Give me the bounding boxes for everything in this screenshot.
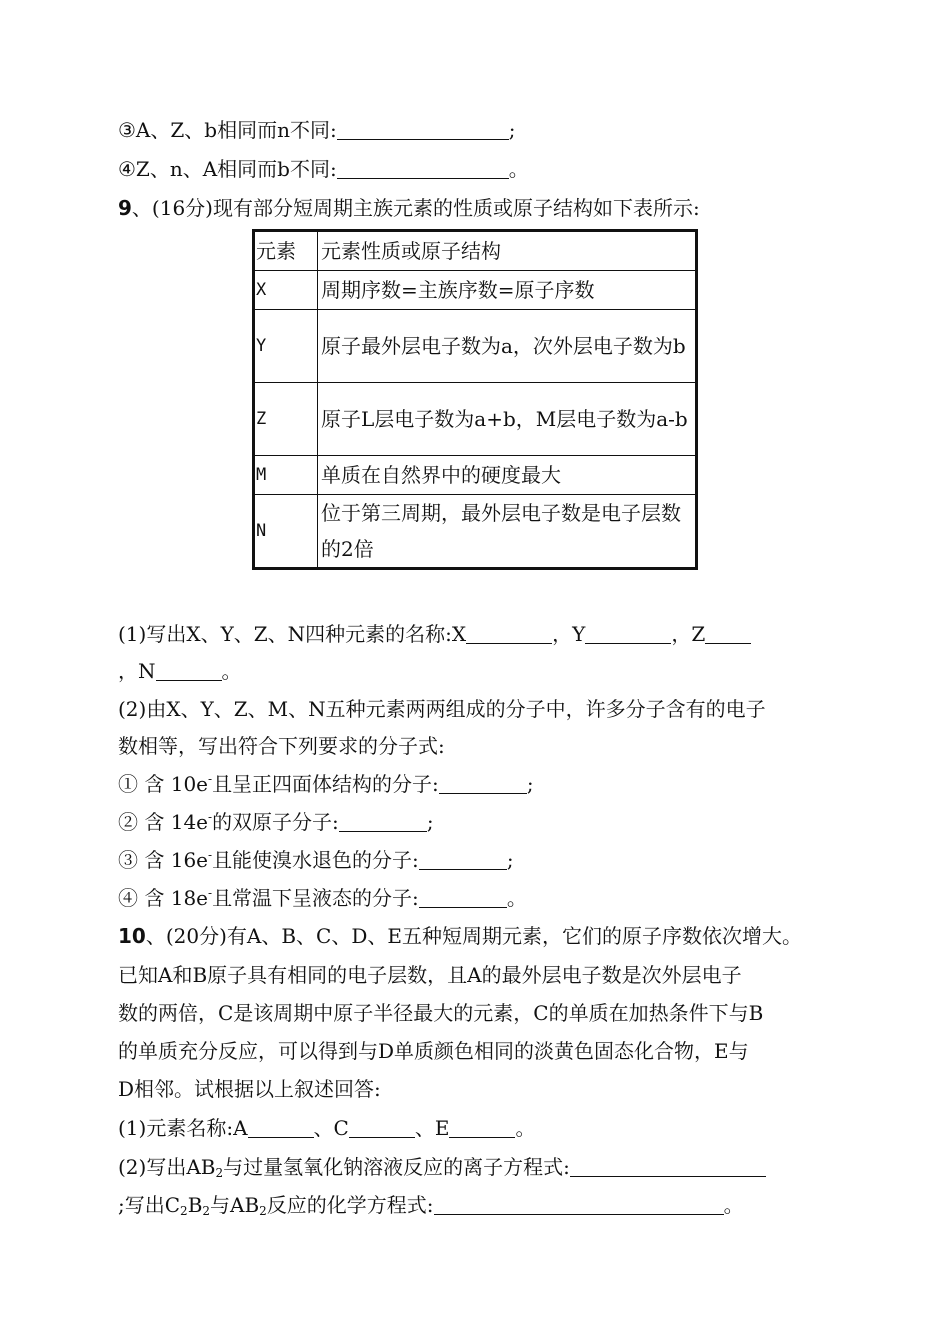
q10-part2-text: ;写出C — [118, 1193, 181, 1217]
table-cell-property: 位于第三周期，最外层电子数是电子层数的2倍 — [318, 495, 697, 569]
q10-part2-text: B — [187, 1193, 203, 1217]
element-table — [252, 229, 698, 570]
q10-text: 、(20分)有A、B、C、D、E五种短周期元素，它们的原子序数依次增大。 — [145, 924, 802, 948]
table-header-row — [254, 231, 697, 271]
answer-blank[interactable] — [439, 773, 527, 794]
q10-line5: D相邻。试根据以上叙述回答: — [118, 1077, 381, 1101]
table-cell-property: 单质在自然界中的硬度最大 — [318, 456, 697, 495]
answer-blank-y[interactable] — [585, 623, 671, 644]
punct: ; — [526, 772, 534, 796]
q9-sub4 — [118, 886, 527, 910]
q10-part1 — [118, 1116, 535, 1140]
question-number: 10 — [118, 924, 146, 948]
q9-sub3 — [118, 848, 514, 872]
q10-part1-text: 、E — [414, 1116, 450, 1140]
q10-part2-text: 反应的化学方程式: — [266, 1193, 434, 1217]
answer-blank-n[interactable] — [156, 660, 222, 681]
q10-line1 — [118, 924, 802, 948]
q9-sub-text: ② 含 14e — [118, 810, 208, 834]
table-cell-element: N — [254, 495, 318, 569]
q10-part1-text: (1)元素名称:A — [118, 1116, 248, 1140]
answer-blank[interactable] — [419, 849, 507, 870]
q9-part1-cont — [118, 659, 242, 683]
table-row — [254, 310, 697, 383]
q9-part1-text: ，N — [118, 659, 156, 683]
table-row — [254, 456, 697, 495]
answer-blank-a[interactable] — [248, 1117, 314, 1138]
q9-sub-text: 且常温下呈液态的分子: — [212, 886, 419, 910]
q9-sub1 — [118, 772, 534, 796]
q9-part2-line2: 数相等，写出符合下列要求的分子式: — [118, 734, 445, 758]
q9-sub2 — [118, 810, 434, 834]
q10-line3: 数的两倍，C是该周期中原子半径最大的元素，C的单质在加热条件下与B — [118, 1001, 764, 1025]
answer-blank[interactable] — [339, 811, 427, 832]
answer-blank[interactable] — [419, 887, 507, 908]
q10-part2-cont — [118, 1193, 744, 1217]
subscript: 2 — [202, 1204, 211, 1218]
punct: ; — [506, 848, 514, 872]
table-cell-element: Y — [254, 310, 318, 383]
table-cell-element: M — [254, 456, 318, 495]
superscript: - — [208, 810, 213, 824]
answer-blank[interactable] — [337, 158, 509, 179]
q9-sub-text: ④ 含 18e — [118, 886, 208, 910]
q9-sub-text: ③ 含 16e — [118, 848, 208, 872]
q10-part2-text: 与AB — [210, 1193, 260, 1217]
answer-blank-ionic-equation[interactable] — [570, 1156, 766, 1177]
punct: 。 — [221, 659, 242, 683]
table-cell-element: Z — [254, 383, 318, 456]
q8-item3 — [118, 118, 515, 142]
table-cell-property: 原子最外层电子数为a，次外层电子数为b — [318, 310, 697, 383]
table-row — [254, 495, 697, 569]
q10-part2-text: (2)写出AB — [118, 1155, 216, 1179]
q9-stem-text: 、(16分)现有部分短周期主族元素的性质或原子结构如下表所示: — [131, 196, 700, 220]
punct: 。 — [508, 157, 529, 181]
q9-part1-text: ，Y — [552, 622, 586, 646]
question-number: 9 — [118, 196, 132, 220]
table-header-cell: 元素 — [254, 231, 318, 271]
superscript: - — [208, 886, 213, 900]
answer-blank-e[interactable] — [449, 1117, 515, 1138]
table-header-cell: 元素性质或原子结构 — [318, 231, 697, 271]
superscript: - — [208, 772, 213, 786]
q9-sub-text: 且呈正四面体结构的分子: — [212, 772, 439, 796]
table-row — [254, 271, 697, 310]
q9-part1-text: (1)写出X、Y、Z、N四种元素的名称:X — [118, 622, 467, 646]
q9-sub-text: 且能使溴水退色的分子: — [212, 848, 419, 872]
punct: 。 — [515, 1116, 536, 1140]
q8-item4 — [118, 157, 529, 181]
q8-item3-text: ③A、Z、b相同而n不同: — [118, 118, 337, 142]
q9-part2-line1: (2)由X、Y、Z、M、N五种元素两两组成的分子中，许多分子含有的电子 — [118, 697, 766, 721]
q10-part1-text: 、C — [313, 1116, 349, 1140]
table-cell-element: X — [254, 271, 318, 310]
answer-blank-z[interactable] — [705, 623, 751, 644]
q9-part1 — [118, 622, 751, 646]
answer-blank-c[interactable] — [349, 1117, 415, 1138]
q10-part2-text: 与过量氢氧化钠溶液反应的离子方程式: — [223, 1155, 570, 1179]
table-cell-property: 周期序数=主族序数=原子序数 — [318, 271, 697, 310]
punct: 。 — [723, 1193, 744, 1217]
q10-line2: 已知A和B原子具有相同的电子层数，且A的最外层电子数是次外层电子 — [118, 963, 742, 987]
answer-blank-x[interactable] — [466, 623, 552, 644]
subscript: 2 — [180, 1204, 188, 1218]
q9-stem — [118, 196, 700, 220]
table-row — [254, 383, 697, 456]
q9-part1-text: ，Z — [671, 622, 706, 646]
superscript: - — [208, 848, 213, 862]
q9-sub-text: ① 含 10e — [118, 772, 208, 796]
q10-part2 — [118, 1155, 766, 1179]
punct: 。 — [506, 886, 527, 910]
punct: ; — [508, 118, 516, 142]
answer-blank-chemical-equation[interactable] — [434, 1194, 724, 1215]
punct: ; — [426, 810, 434, 834]
q10-line4: 的单质充分反应，可以得到与D单质颜色相同的淡黄色固态化合物，E与 — [118, 1039, 749, 1063]
table-cell-property: 原子L层电子数为a+b，M层电子数为a-b — [318, 383, 697, 456]
q8-item4-text: ④Z、n、A相同而b不同: — [118, 157, 337, 181]
subscript: 2 — [215, 1166, 224, 1180]
subscript: 2 — [259, 1204, 267, 1218]
q9-sub-text: 的双原子分子: — [212, 810, 339, 834]
answer-blank[interactable] — [337, 119, 509, 140]
